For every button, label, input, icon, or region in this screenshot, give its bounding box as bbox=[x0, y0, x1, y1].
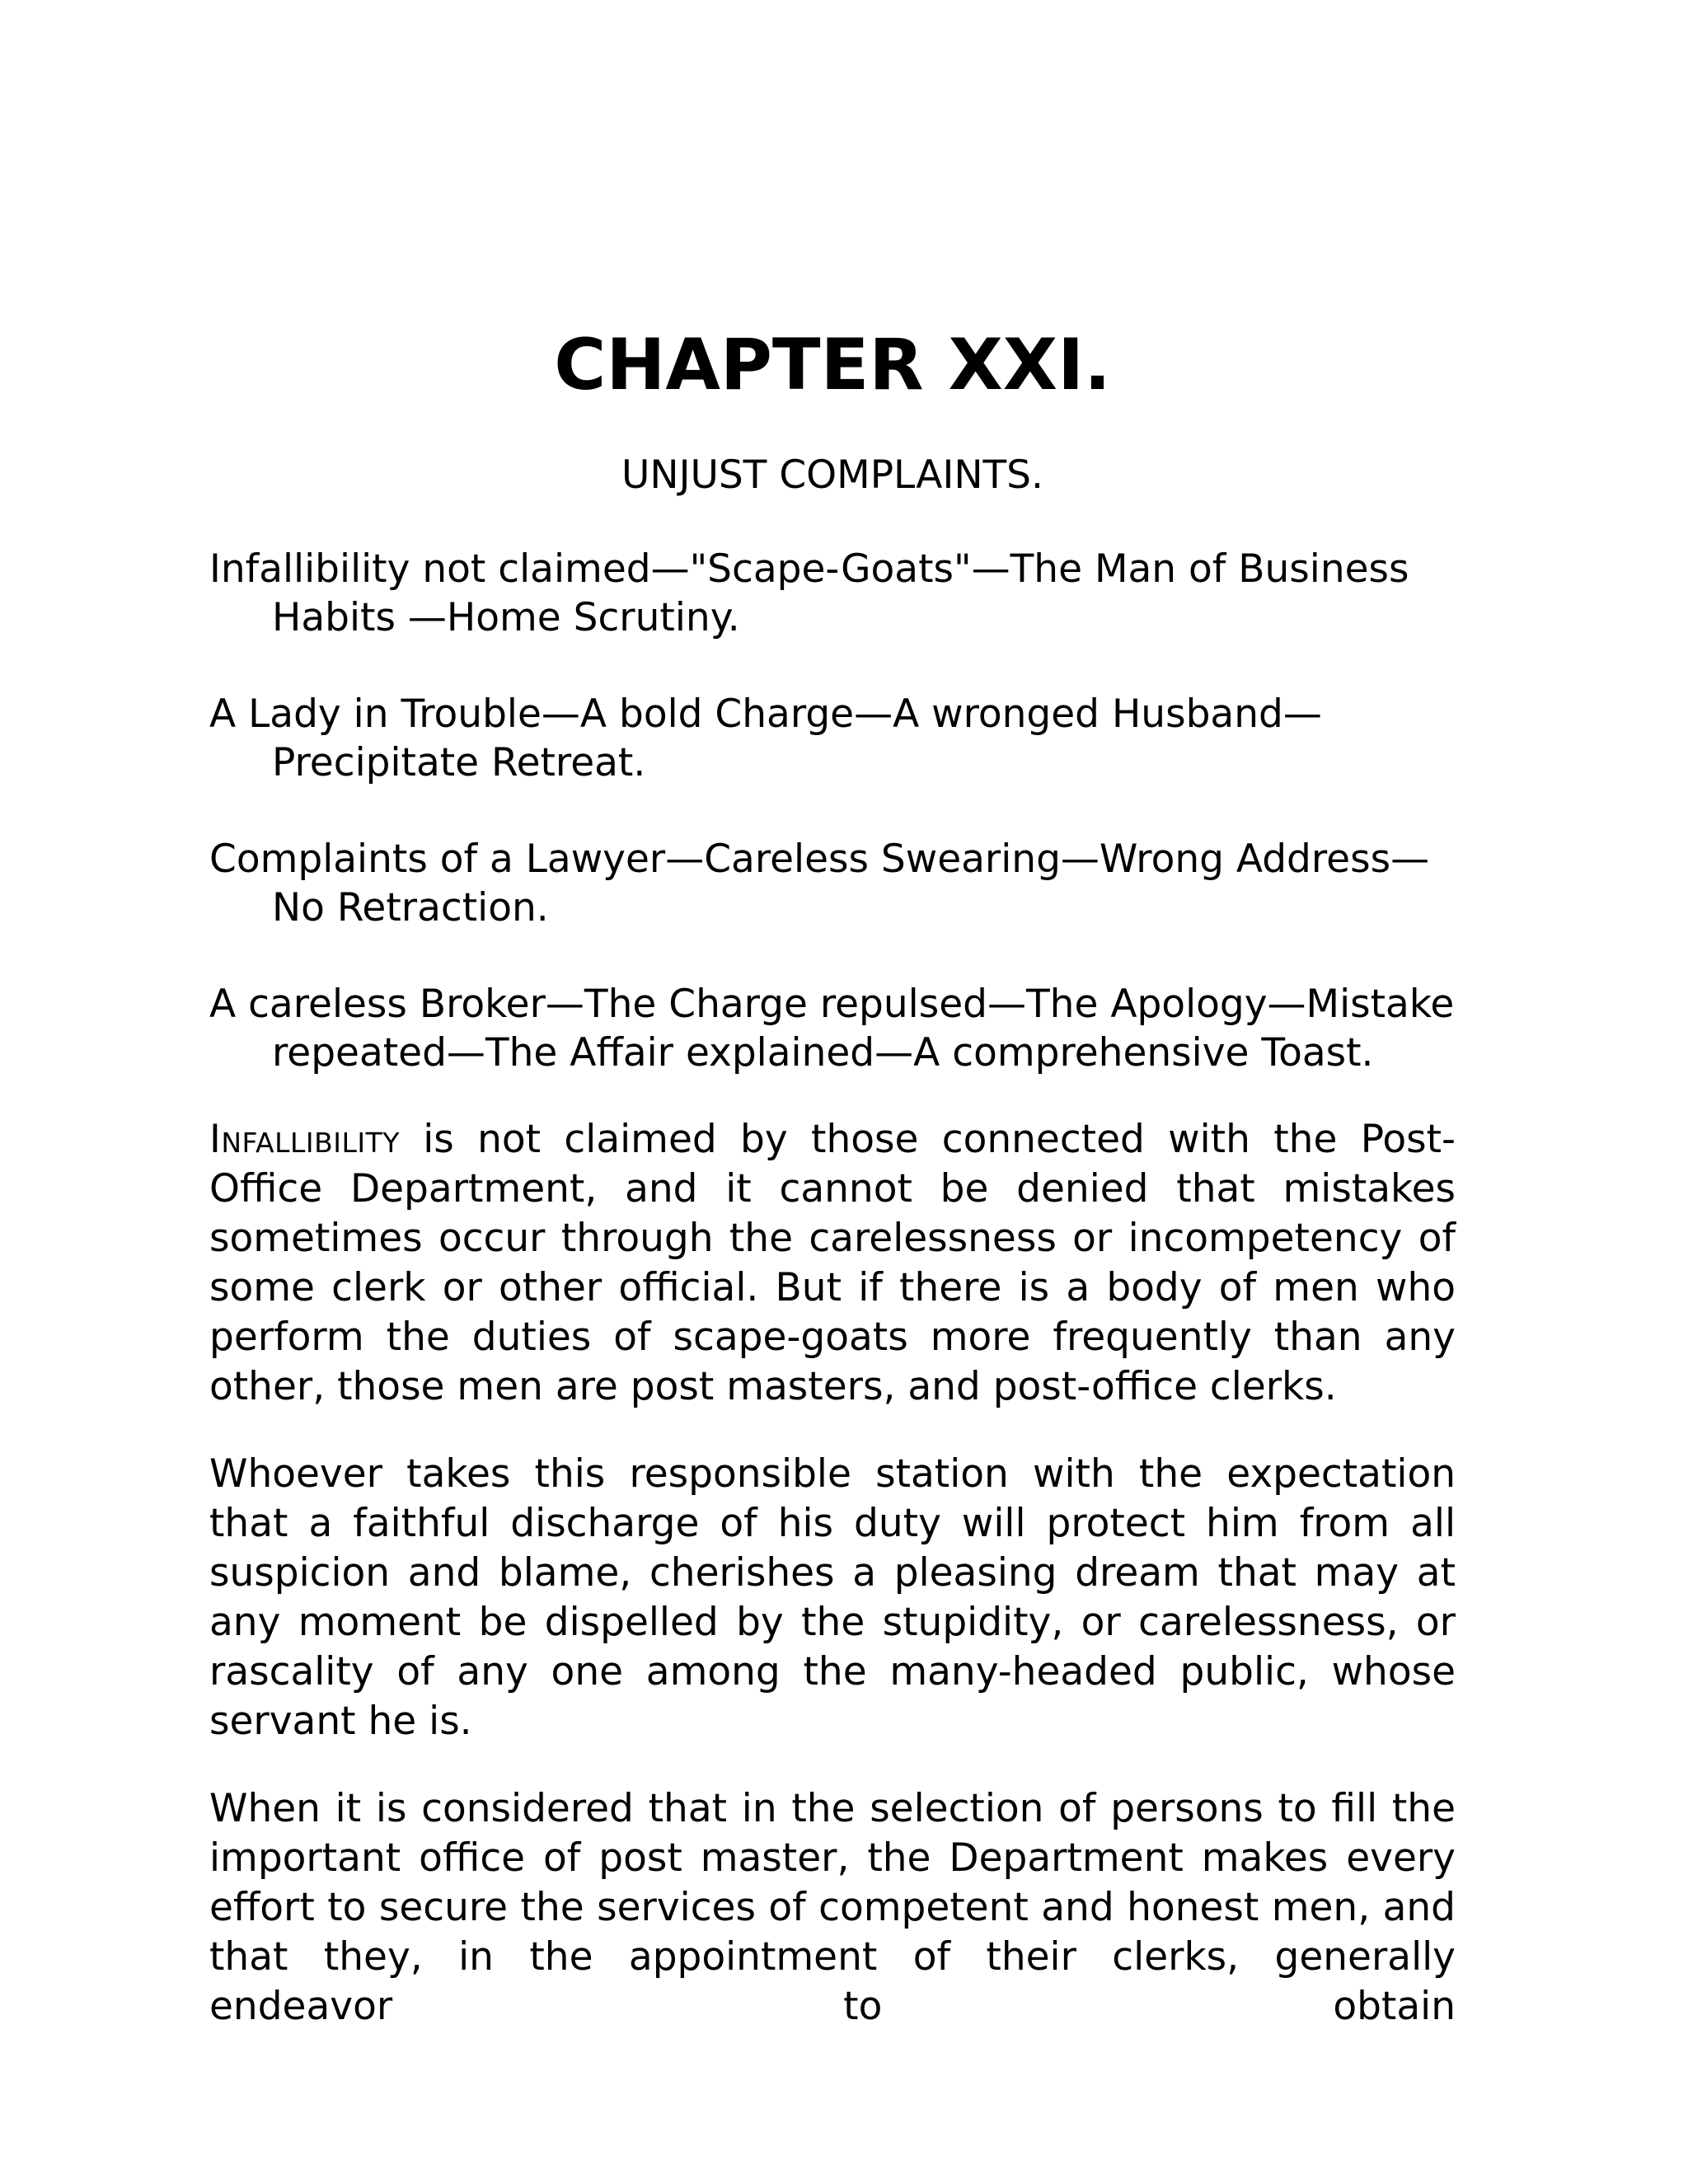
synopsis-item: A careless Broker—The Charge repulsed—The Apology—Mistake repeated—The Affair explained—A comprehensive Toast. bbox=[209, 982, 1455, 1076]
chapter-title: CHAPTER XXI. bbox=[554, 324, 1111, 406]
body-paragraph-3: When it is considered that in the selection of persons to fill the important office of post master, the Department makes every effort to secure the services of competent and honest men, and that they, in the appointment of their clerks, generally endeavor to obtain bbox=[209, 1786, 1456, 2029]
body-paragraph-1 bbox=[209, 1115, 1456, 1412]
chapter-synopsis bbox=[209, 545, 1456, 1077]
synopsis-item: A Lady in Trouble—A bold Charge—A wronged Husband—Precipitate Retreat. bbox=[209, 691, 1322, 785]
page-content bbox=[209, 326, 1456, 2032]
synopsis-item: Complaints of a Lawyer—Careless Swearing—Wrong Address—No Retraction. bbox=[209, 837, 1430, 930]
synopsis-item: Infallibility not claimed—"Scape-Goats"—The Man of Business Habits —Home Scrutiny. bbox=[209, 546, 1409, 640]
small-caps-lead-word: Infallibility bbox=[209, 1117, 400, 1162]
body-paragraph-2: Whoever takes this responsible station with the expectation that a faithful discharge of his duty will protect him from all suspicion and blame, cherishes a pleasing dream that may at any moment be dispelled by the stupidity, or carelessness, or rascality of any one among the many-headed public, whose servant he is. bbox=[209, 1451, 1456, 1744]
paragraph-text: is not claimed by those connected with the Post-Office Department, and it cannot be denied that mistakes sometimes occur through the carelessness or incompetency of some clerk or other official. But if there is a body of men who perform the duties of scape-goats more frequently than any other, those men are post masters, and post-office clerks. bbox=[209, 1117, 1456, 1409]
chapter-subtitle: UNJUST COMPLAINTS. bbox=[621, 452, 1043, 498]
